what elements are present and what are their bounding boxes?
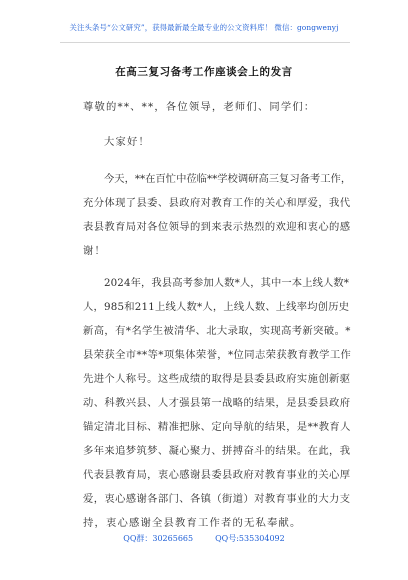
promo-header: 关注头条号“公文研究”，获得最新最全最专业的公文资料库！ 微信：gongwenyj [69,23,339,32]
paragraph2-line: 多年来追梦筑梦、凝心聚力、拼搏奋斗的结果。在此，我 [83,445,351,457]
paragraph2-line: 持，衷心感谢全县教育工作者的无私奉献。 [83,517,302,529]
paragraph2-line: 新高，有*名学生被清华、北大录取，实现高考新突破。* [83,325,351,337]
paragraph2-line: 锚定清北目标、精准把脉、定向导航的结果，是**教育人 [83,421,351,433]
opening: 大家好！ [104,136,150,148]
paragraph2-line: 先进个人称号。这些成绩的取得是县委县政府实施创新驱 [83,373,351,385]
paragraph2-line: 县荣获全市**等*项集体荣誉，*位同志荣获教育教学工作 [83,349,352,361]
paragraph2-line: 人，985和211上线人数*人，上线人数、上线率均创历史 [83,301,350,313]
greeting: 尊敬的**、**，各位领导，老师们、同学们： [83,101,316,113]
contact-footer [0,533,408,544]
qq-group-number: QQ群：30265665 [123,534,194,543]
paragraph2-line: 代表县教育局，衷心感谢县委县政府对教育事业的关心厚 [83,469,351,481]
paragraph2-line: 2024年，我县高考参加人数*人，其中一本上线人数* [104,277,350,289]
paragraph1-line: 充分体现了县委、县政府对教育工作的关心和厚爱，我代 [83,197,351,209]
paragraph2-line: 爱，衷心感谢各部门、各镇（街道）对教育事业的大力支 [83,493,351,505]
header-divider [60,42,350,43]
paragraph1-line: 今天，**在百忙中莅临**学校调研高三复习备考工作， [104,173,352,185]
paragraph1-line: 表县教育局对各位领导的到来表示热烈的欢迎和衷心的感 [83,221,351,233]
paragraph2-line: 动、科教兴县、人才强县第一战略的结果，是县委县政府 [83,397,351,409]
paragraph1-line: 谢！ [83,245,106,257]
document-title: 在高三复习备考工作座谈会上的发言 [115,66,293,78]
qq-number: QQ号:535304092 [215,534,285,543]
